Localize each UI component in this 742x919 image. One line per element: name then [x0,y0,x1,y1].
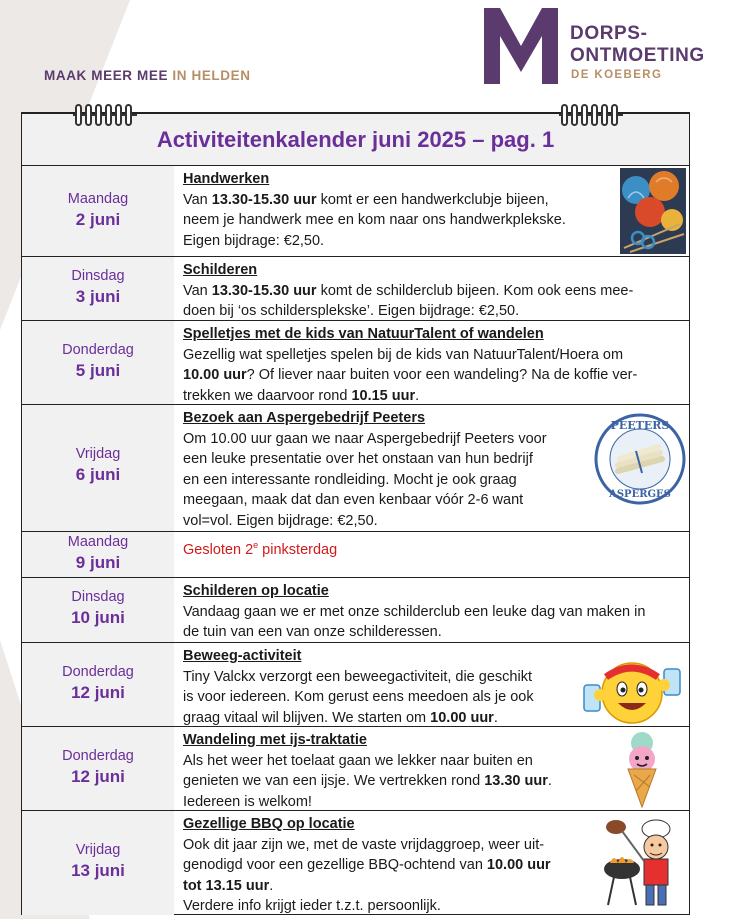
activity-title: Schilderen [183,262,258,278]
calendar-row [22,727,689,811]
logo-m-icon [484,8,558,84]
activity-content [183,535,337,560]
calendar-row [22,405,689,532]
day-cell [22,166,174,256]
slogan [44,68,251,83]
day-cell [22,532,174,577]
activity-content: Beweeg-activiteit Tiny Valckx verzorgt een beweegactiviteit, die geschikt is voor iedereen. Kom gerust eens meedoen als je ook graag vitaal wil blijven. We starten om 10.00 uur. [183,648,534,726]
slogan-part2: IN HELDEN [172,68,251,83]
day-date: 12 juni [71,683,125,702]
activity-content: Schilderen Van 13.30-15.30 uur komt de schilderclub bijeen. Kom ook eens mee- doen bij ‘os schildersplekske’. Eigen bijdrage: €2,50. [183,262,634,319]
day-date: 3 juni [75,287,121,306]
day-date: 5 juni [75,361,121,380]
page-header [0,0,742,100]
logo [484,8,734,88]
calendar-title: Activiteitenkalender juni 2025 – pag. 1 [156,127,555,152]
day-name: Maandag [67,534,129,550]
day-cell [22,727,174,810]
day-name: Vrijdag [75,842,121,858]
day-cell [22,257,174,320]
activity-content: Handwerken Van 13.30-15.30 uur komt er een handwerkclubje bijeen, neem je handwerk mee en kom naar ons handwerkplekske. Eigen bijdrage: €2,50. [183,171,566,249]
day-name: Donderdag [62,748,134,764]
binder-rings-left-icon [73,104,137,130]
day-name: Dinsdag [71,268,125,284]
closed-notice: Gesloten 2e pinksterdag [183,540,338,558]
logo-text-top: PEETERS [610,419,670,432]
day-date: 2 juni [75,210,121,229]
peeters-asperges-logo [594,413,686,505]
activity-content: Bezoek aan Aspergebedrijf Peeters Om 10.00 uur gaan we naar Aspergebedrijf Peeters voor een leuke presentatie over het onstaan van hun bedrijf en een interessante rondleiding. Mocht je ook graag meegaan, maak dat dan even kenbaar vóór 2-6 want vol=vol. Eigen bijdrage: €2,50. [183,410,547,529]
activity-title: Schilderen op locatie [183,583,329,599]
ice-cream-icon [618,729,666,809]
calendar-row [22,257,689,321]
day-name: Donderdag [62,664,134,680]
day-date: 12 juni [71,767,125,786]
day-date: 13 juni [71,861,125,880]
day-name: Dinsdag [71,589,125,605]
activity-title: Bezoek aan Aspergebedrijf Peeters [183,410,426,426]
day-date: 6 juni [75,465,121,484]
activity-title: Handwerken [183,171,270,187]
logo-line3: DE KOEBERG [571,69,663,81]
calendar-row [22,321,689,405]
calendar-row [22,643,689,727]
bbq-chef-icon [602,817,684,909]
activity-title: Wandeling met ijs-traktatie [183,732,367,748]
activity-title: Spelletjes met de kids van NatuurTalent of wandelen [183,326,544,342]
activity-title: Beweeg-activiteit [183,648,302,664]
day-date: 9 juni [75,553,121,572]
logo-line1: DORPS- [570,23,648,44]
activity-content: Spelletjes met de kids van NatuurTalent of wandelen Gezellig wat spelletjes spelen bij de kids van NatuurTalent/Hoera om 10.00 uur? Of liever naar buiten voor een wandeling? Na de koffie ver- trekken we daarvoor rond 10.15 uur. [183,326,638,404]
day-cell [22,321,174,404]
knitting-yarn-icon [620,168,686,254]
day-date: 10 juni [71,608,125,627]
day-name: Maandag [67,191,129,207]
exercise-smiley-icon [580,655,684,727]
calendar-row [22,811,689,915]
day-name: Donderdag [62,342,134,358]
day-cell [22,811,174,915]
day-cell [22,578,174,642]
binder-rings-right-icon [559,104,623,130]
activity-calendar [21,112,690,915]
calendar-row [22,578,689,643]
activity-content: Schilderen op locatie Vandaag gaan we er met onze schilderclub een leuke dag van maken in de tuin van een van onze schilderessen. [183,583,646,640]
calendar-row [22,532,689,578]
activity-content: Wandeling met ijs-traktatie Als het weer het toelaat gaan we lekker naar buiten en genieten we van een ijsje. We vertrekken rond 13.30 uur. Iedereen is welkom! [183,732,552,810]
day-cell [22,643,174,726]
day-cell [22,405,174,531]
slogan-part1: MAAK MEER MEE [44,68,169,83]
logo-line2: ONTMOETING [570,45,705,66]
activity-title: Gezellige BBQ op locatie [183,816,355,832]
calendar-row [22,166,689,257]
logo-text-bottom: ASPERGES [609,489,671,500]
day-name: Vrijdag [75,446,121,462]
activity-content: Gezellige BBQ op locatie Ook dit jaar zijn we, met de vaste vrijdaggroep, weer uit- genodigd voor een gezellige BBQ-ochtend van 10.00 uur tot 13.15 uur. Verdere info krijgt ieder t.z.t. persoonlijk. [183,816,551,914]
